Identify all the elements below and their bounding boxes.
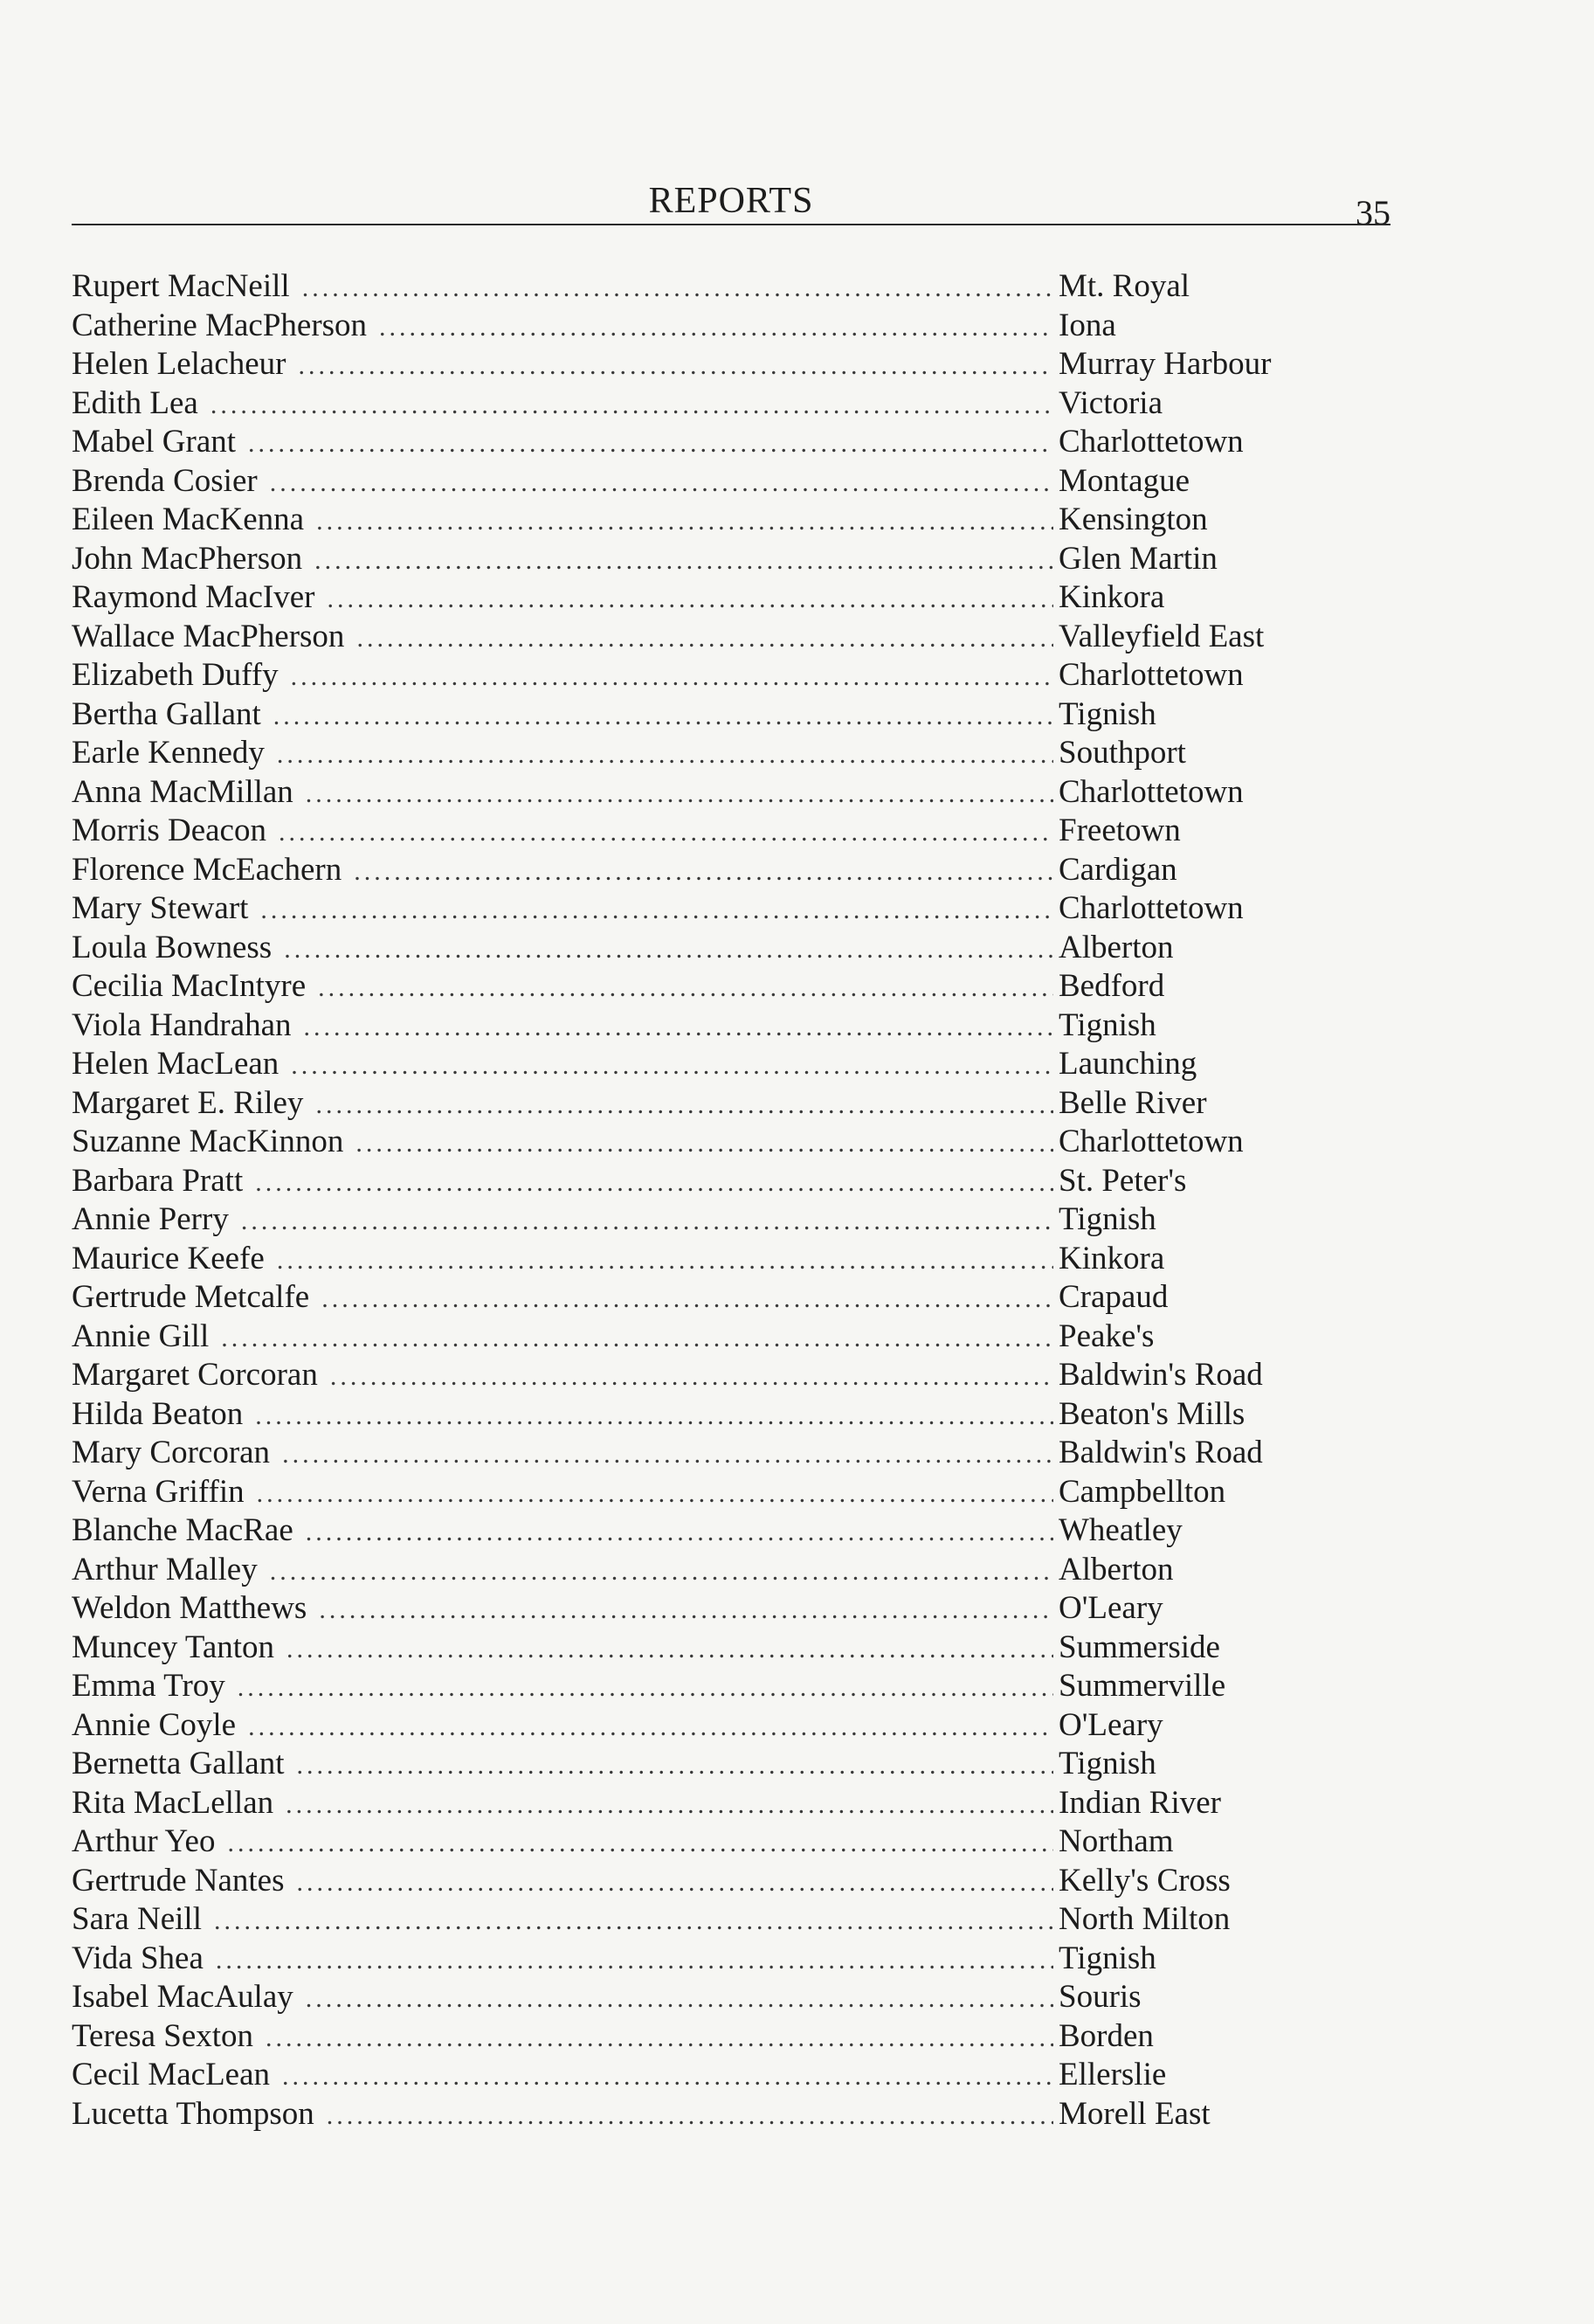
dot-leader	[270, 468, 1053, 498]
person-name: Brenda Cosier	[72, 462, 258, 499]
person-name: Sara Neill	[72, 1901, 202, 1937]
person-name: Verna Griffin	[72, 1473, 245, 1510]
person-name: Mary Corcoran	[72, 1435, 271, 1470]
dot-leader	[291, 1051, 1053, 1081]
list-item	[72, 307, 1338, 346]
person-name: Bernetta Gallant	[72, 1746, 285, 1781]
list-item	[72, 773, 1338, 813]
list-item	[72, 1434, 1338, 1473]
dot-leader	[214, 1906, 1053, 1936]
dot-leader	[315, 1090, 1053, 1120]
list-item	[72, 1006, 1338, 1046]
page-number: 35	[1356, 193, 1390, 232]
dot-leader	[248, 1712, 1053, 1742]
list-item	[72, 1551, 1338, 1590]
dot-leader	[302, 273, 1053, 303]
list-item	[72, 501, 1338, 540]
place-name: Baldwin's Road	[1059, 1435, 1263, 1470]
person-name: Mabel Grant	[72, 424, 237, 460]
place-name: Iona	[1059, 307, 1116, 343]
list-item	[72, 656, 1338, 695]
dot-leader	[282, 1440, 1053, 1470]
place-name: Charlottetown	[1059, 1124, 1244, 1159]
page-header	[72, 173, 1390, 232]
dot-leader	[277, 740, 1053, 770]
person-name: Wallace MacPherson	[72, 618, 345, 654]
dot-leader	[296, 1751, 1053, 1781]
list-item	[72, 578, 1338, 618]
person-name: Blanche MacRae	[72, 1512, 293, 1548]
place-name: Borden	[1059, 2017, 1154, 2054]
person-name: Catherine MacPherson	[72, 307, 368, 343]
list-item	[72, 1706, 1338, 1746]
person-name: Edith Lea	[72, 384, 198, 421]
place-name: Peake's	[1059, 1318, 1155, 1354]
list-item	[72, 540, 1338, 579]
place-name: Cardigan	[1059, 851, 1177, 888]
dot-leader	[270, 1557, 1053, 1587]
list-item	[72, 1278, 1338, 1318]
place-name: Alberton	[1059, 1551, 1174, 1587]
person-name: Gertrude Nantes	[72, 1862, 285, 1899]
person-name: Anna MacMillan	[72, 773, 293, 810]
list-item	[72, 618, 1338, 657]
dot-leader	[318, 973, 1053, 1003]
person-name: Annie Gill	[72, 1318, 210, 1354]
place-name: Tignish	[1059, 695, 1156, 732]
dot-leader	[327, 584, 1053, 614]
place-name: Launching	[1059, 1046, 1197, 1082]
person-name: Viola Handrahan	[72, 1006, 292, 1043]
person-name: Arthur Malley	[72, 1551, 258, 1587]
dot-leader	[306, 779, 1053, 809]
dot-leader	[238, 1673, 1053, 1703]
place-name: Wheatley	[1059, 1512, 1183, 1548]
running-head: REPORTS	[648, 181, 814, 221]
dot-leader	[299, 351, 1054, 381]
list-item	[72, 1318, 1338, 1357]
dot-leader	[321, 1284, 1053, 1314]
list-item	[72, 929, 1338, 968]
place-name: Summerville	[1059, 1668, 1226, 1704]
person-name: Rupert MacNeill	[72, 268, 290, 304]
place-name: Tignish	[1059, 1940, 1156, 1976]
dot-leader	[286, 1635, 1053, 1664]
list-item	[72, 1784, 1338, 1823]
place-name: Indian River	[1059, 1784, 1221, 1821]
list-item	[72, 2017, 1338, 2057]
list-item	[72, 384, 1338, 424]
place-name: Tignish	[1059, 1746, 1156, 1781]
dot-leader	[284, 935, 1053, 965]
list-item	[72, 1978, 1338, 2017]
dot-leader	[260, 896, 1053, 925]
list-item	[72, 1045, 1338, 1084]
place-name: Mt. Royal	[1059, 268, 1190, 304]
place-name: Montague	[1059, 462, 1190, 499]
person-name: Isabel MacAulay	[72, 1979, 293, 2015]
dot-leader	[266, 2023, 1053, 2053]
person-name: Margaret E. Riley	[72, 1084, 304, 1121]
dot-leader	[257, 1479, 1053, 1509]
dot-leader	[286, 1790, 1053, 1820]
place-name: Northam	[1059, 1823, 1174, 1859]
person-name: Elizabeth Duffy	[72, 657, 279, 693]
header-rule	[72, 224, 1390, 225]
person-name: Rita MacLellan	[72, 1784, 274, 1821]
dot-leader	[216, 1946, 1053, 1975]
person-name: Florence McEachern	[72, 851, 342, 888]
list-item	[72, 1667, 1338, 1706]
list-item	[72, 1084, 1338, 1124]
list-item	[72, 462, 1338, 501]
list-item	[72, 1900, 1338, 1940]
place-name: Kinkora	[1059, 1240, 1165, 1276]
place-name: Charlottetown	[1059, 424, 1244, 460]
place-name: O'Leary	[1059, 1706, 1163, 1743]
person-name: Raymond MacIver	[72, 579, 315, 615]
dot-leader	[210, 391, 1053, 420]
dot-leader	[316, 507, 1053, 536]
list-item	[72, 1629, 1338, 1668]
person-name: Arthur Yeo	[72, 1823, 216, 1859]
place-name: Crapaud	[1059, 1279, 1169, 1315]
place-name: Summerside	[1059, 1629, 1220, 1665]
person-name: Barbara Pratt	[72, 1162, 244, 1199]
place-name: Tignish	[1059, 1006, 1156, 1043]
list-item	[72, 1240, 1338, 1279]
person-name: Muncey Tanton	[72, 1629, 275, 1665]
place-name: Kensington	[1059, 501, 1208, 537]
list-item	[72, 695, 1338, 735]
person-name: Weldon Matthews	[72, 1590, 307, 1626]
place-name: Glen Martin	[1059, 540, 1218, 577]
place-name: Southport	[1059, 735, 1186, 771]
person-name: Emma Troy	[72, 1668, 225, 1704]
person-name: Hilda Beaton	[72, 1395, 244, 1432]
list-item	[72, 2095, 1338, 2134]
place-name: Victoria	[1059, 384, 1163, 421]
dot-leader	[304, 1013, 1053, 1042]
dot-leader	[279, 818, 1053, 847]
dot-leader	[291, 662, 1053, 692]
dot-leader	[277, 1246, 1053, 1276]
place-name: Murray Harbour	[1059, 346, 1272, 382]
person-name: Loula Bowness	[72, 929, 273, 965]
person-name: Maurice Keefe	[72, 1240, 265, 1276]
dot-leader	[314, 546, 1053, 576]
place-name: Tignish	[1059, 1201, 1156, 1237]
list-item	[72, 1823, 1338, 1862]
list-item	[72, 889, 1338, 929]
person-name: Suzanne MacKinnon	[72, 1124, 344, 1159]
dot-leader	[356, 624, 1053, 654]
list-item	[72, 423, 1338, 462]
list-item	[72, 1862, 1338, 1901]
place-name: Charlottetown	[1059, 657, 1244, 693]
place-name: Campbellton	[1059, 1473, 1226, 1510]
place-name: Freetown	[1059, 813, 1181, 848]
list-item	[72, 2056, 1338, 2095]
dot-leader	[354, 857, 1053, 887]
list-item	[72, 1200, 1338, 1240]
place-name: Baldwin's Road	[1059, 1357, 1263, 1393]
place-name: Bedford	[1059, 968, 1165, 1004]
dot-leader	[306, 1984, 1053, 2014]
dot-leader	[379, 313, 1053, 342]
place-name: O'Leary	[1059, 1590, 1163, 1626]
place-name: Beaton's Mills	[1059, 1395, 1246, 1432]
dot-leader	[296, 1868, 1053, 1898]
list-item	[72, 851, 1338, 890]
list-item	[72, 734, 1338, 773]
dot-leader	[327, 2101, 1053, 2131]
dot-leader	[255, 1401, 1053, 1431]
person-name: Cecil MacLean	[72, 2057, 271, 2092]
dot-leader	[282, 2062, 1053, 2092]
dot-leader	[241, 1207, 1053, 1236]
person-name: Earle Kennedy	[72, 735, 265, 771]
person-name: Annie Coyle	[72, 1706, 237, 1743]
dot-leader	[306, 1518, 1053, 1547]
place-name: North Milton	[1059, 1901, 1231, 1937]
list-item	[72, 1473, 1338, 1512]
dot-leader	[330, 1362, 1053, 1392]
person-name: Bertha Gallant	[72, 695, 261, 732]
person-name: Gertrude Metcalfe	[72, 1279, 310, 1315]
name-place-list	[72, 267, 1338, 2134]
list-item	[72, 267, 1338, 307]
dot-leader	[255, 1168, 1053, 1198]
place-name: Alberton	[1059, 929, 1174, 965]
list-item	[72, 1395, 1338, 1435]
place-name: Charlottetown	[1059, 890, 1244, 926]
dot-leader	[355, 1129, 1053, 1159]
list-item	[72, 1940, 1338, 1979]
list-item	[72, 345, 1338, 384]
list-item	[72, 1589, 1338, 1629]
place-name: St. Peter's	[1059, 1162, 1187, 1199]
list-item	[72, 1511, 1338, 1551]
list-item	[72, 812, 1338, 851]
dot-leader	[221, 1324, 1053, 1353]
dot-leader	[319, 1595, 1053, 1625]
person-name: Helen Lelacheur	[72, 346, 286, 382]
place-name: Kelly's Cross	[1059, 1862, 1231, 1899]
place-name: Charlottetown	[1059, 773, 1244, 810]
person-name: Helen MacLean	[72, 1046, 279, 1082]
person-name: Teresa Sexton	[72, 2017, 254, 2054]
place-name: Valleyfield East	[1059, 618, 1265, 654]
list-item	[72, 967, 1338, 1006]
person-name: Morris Deacon	[72, 813, 266, 848]
person-name: Mary Stewart	[72, 890, 249, 926]
place-name: Morell East	[1059, 2095, 1211, 2132]
place-name: Souris	[1059, 1979, 1142, 2015]
person-name: Annie Perry	[72, 1201, 229, 1237]
list-item	[72, 1356, 1338, 1395]
person-name: Vida Shea	[72, 1940, 204, 1976]
person-name: Margaret Corcoran	[72, 1357, 318, 1393]
list-item	[72, 1123, 1338, 1162]
person-name: Lucetta Thompson	[72, 2095, 314, 2132]
place-name: Ellerslie	[1059, 2057, 1167, 2092]
person-name: John MacPherson	[72, 540, 303, 577]
dot-leader	[227, 1829, 1053, 1858]
person-name: Cecilia MacIntyre	[72, 968, 307, 1004]
person-name: Eileen MacKenna	[72, 501, 305, 537]
list-item	[72, 1162, 1338, 1201]
dot-leader	[248, 429, 1053, 459]
place-name: Belle River	[1059, 1084, 1207, 1121]
place-name: Kinkora	[1059, 579, 1165, 615]
dot-leader	[273, 702, 1053, 731]
list-item	[72, 1745, 1338, 1784]
